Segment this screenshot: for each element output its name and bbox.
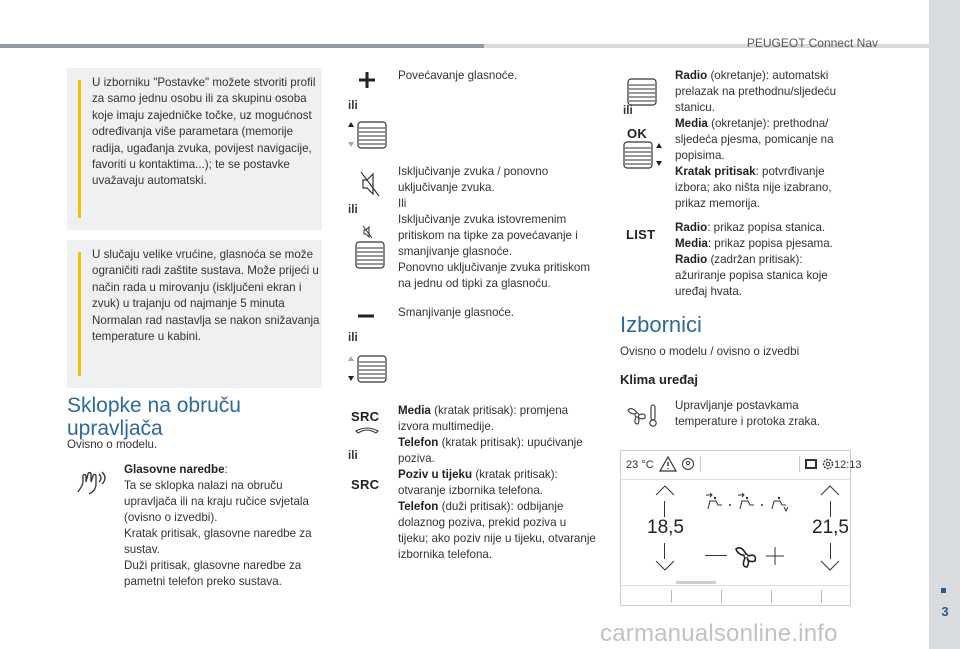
minus-icon <box>356 311 376 321</box>
menus-intro: Ovisno o modelu / ovisno o izvedbi <box>620 345 800 358</box>
header-rule <box>0 44 484 48</box>
volume-down-text: Smanjivanje glasnoće. <box>398 306 515 319</box>
note-text: U izborniku "Postavke" možete stvoriti profil za samo jednu osobu ili za skupinu osoba koje imaju zajedničke točke, uz mogućnost određivanja više parametara (memorije radija, ugađanja zvuka, povijest navigacije, favoriti u kontaktima...); te se postavke uvažavaju automatski. <box>92 76 316 188</box>
thumbwheel-up-icon <box>346 120 390 150</box>
page-number: 3 <box>941 604 949 619</box>
src-line-text: (kratak pritisak): otvaranje izbornika telefona. <box>398 468 558 497</box>
note-text: U slučaju velike vrućine, glasnoća se može ograničiti radi zaštite sustava. Može prijeći u način rada u mirovanju (isključeni ekran i zvuk) u trajanju od najmanje 5 minuta Normalan rad nastavlja se nakon snižavanja temperature u kabini. <box>92 248 320 344</box>
climate-fan-thermometer-icon <box>624 402 660 428</box>
heading-line: Sklopke na obruču <box>67 394 241 417</box>
section-heading-menus: Izbornici <box>620 312 702 337</box>
src-line-term: Poziv u tijeku <box>398 468 473 481</box>
left-temperature: 18,5 <box>647 517 684 538</box>
section-intro: Ovisno o modelu. <box>67 438 158 451</box>
warning-icon <box>659 456 677 472</box>
fan-decrease-button[interactable] <box>705 555 727 556</box>
src-line <box>398 403 598 435</box>
ok-line-text: (okretanje): automatski prelazak na prethodnu/sljedeću stanicu. <box>675 69 837 114</box>
ok-line <box>675 68 855 116</box>
header-title: PEUGEOT Connect Nav <box>746 36 878 50</box>
list-line-text: (zadržan pritisak): ažuriranje popisa stanica koje uređaj hvata. <box>675 253 828 298</box>
list-description <box>675 220 855 300</box>
page-side-band <box>929 0 960 649</box>
ok-button-label: OK <box>627 126 648 141</box>
volume-up-text: Povećavanje glasnoće. <box>398 69 518 82</box>
src-button-label: SRC <box>351 409 380 424</box>
src-button-label-alt: SRC <box>351 477 380 492</box>
tab-divider <box>771 590 772 603</box>
ok-line-term: Media <box>675 117 708 130</box>
list-line <box>675 236 855 252</box>
tick-mark <box>830 501 831 517</box>
ok-line <box>675 116 855 164</box>
ok-thumbwheel-icon <box>622 140 666 170</box>
ok-line-text: : potvrđivanje izbora; ako ništa nije izabrano, prikaz memorija. <box>675 165 832 210</box>
watermark: carmanualsonline.info <box>600 620 838 647</box>
list-line-text: : prikaz popisa stanica. <box>707 221 826 234</box>
src-line-term: Media <box>398 404 431 417</box>
status-divider <box>799 456 800 472</box>
outside-temperature: 23 °C <box>626 459 654 471</box>
src-line-text: (kratak pritisak): upućivanje poziva. <box>398 436 583 465</box>
tab-divider <box>821 590 822 603</box>
section-heading-steering <box>67 394 322 440</box>
or-label: ili <box>348 99 358 112</box>
settings-icon[interactable] <box>821 457 835 471</box>
or-label: ili <box>348 203 358 216</box>
list-line-term: Media <box>675 237 708 250</box>
list-line-text: : prikaz popisa pjesama. <box>707 237 833 250</box>
mute-text: Isključivanje zvuka / ponovno uključivanje zvuka. Ili Isključivanje zvuka istovremenim pritiskom na tipke za povećavanje i smanjivanje glasnoće. Ponovno uključivanje zvuka pritiskom na jednu od tipki za glasnoću. <box>398 165 591 290</box>
climate-description: Upravljanje postavkama temperature i protoka zraka. <box>675 399 820 428</box>
mute-thumbwheel-icon <box>352 224 392 272</box>
right-temp-down-button[interactable] <box>819 559 841 573</box>
left-temp-up-button[interactable] <box>654 483 676 497</box>
fan-increase-button[interactable] <box>765 546 785 566</box>
voice-command-title: Glasovne naredbe <box>124 463 225 476</box>
right-temperature: 21,5 <box>812 517 849 538</box>
ok-line-text: (okretanje): prethodna/ sljedeća pjesma, pomicanje na popisima. <box>675 117 834 162</box>
plus-icon <box>357 70 377 90</box>
info-note-heat <box>67 240 322 388</box>
note-accent-bar <box>78 252 81 376</box>
status-divider <box>700 456 701 472</box>
voice-command-icon <box>74 470 108 496</box>
info-note-profiles <box>67 68 322 230</box>
ok-description <box>675 68 855 212</box>
list-line-term: Radio <box>675 221 708 234</box>
mute-icon <box>360 170 380 198</box>
left-temp-down-button[interactable] <box>654 559 676 573</box>
screen-mirror-icon[interactable] <box>804 458 818 471</box>
tick-mark <box>830 543 831 559</box>
tab-divider <box>671 590 672 603</box>
src-line-text: (kratak pritisak): promjena izvora multimedije. <box>398 404 569 433</box>
screen-tab-bar <box>621 585 850 606</box>
phone-icon <box>354 424 380 434</box>
src-line-text: (duži pritisak): odbijanje dolaznog poziva, prekid poziva u tijeku; ako poziv nije u tijeku, otvaranje izbornika telefona. <box>398 500 596 561</box>
heading-line: upravljača <box>67 417 163 440</box>
src-line <box>398 435 598 467</box>
src-line <box>398 467 598 499</box>
right-temp-up-button[interactable] <box>819 483 841 497</box>
or-label: ili <box>348 331 358 344</box>
ok-line-term: Kratak pritisak <box>675 165 756 178</box>
clock: 12:13 <box>834 459 862 471</box>
tick-mark <box>664 501 665 517</box>
list-line <box>675 252 855 300</box>
note-accent-bar <box>78 80 81 218</box>
air-distribution-icons[interactable] <box>704 491 796 513</box>
climate-heading: Klima uređaj <box>620 372 699 387</box>
tab-divider <box>721 590 722 603</box>
voice-command-description <box>124 462 320 590</box>
thumbwheel-down-icon <box>346 354 390 384</box>
climate-screen <box>620 450 862 606</box>
list-line-term: Radio <box>675 253 708 266</box>
src-line-term: Telefon <box>398 500 439 513</box>
tick-mark <box>664 543 665 559</box>
screen-status-bar <box>621 451 862 480</box>
or-label: ili <box>348 449 358 462</box>
list-line <box>675 220 855 236</box>
active-tab-indicator <box>676 581 716 584</box>
voice-command-text: Ta se sklopka nalazi na obruču upravljača ili na kraju ručice svjetala (ovisno o izvedbi). Kratak pritisak, glasovne naredbe za sustav. Duži pritisak, glasovne naredbe za pametni telefon preko sustava. <box>124 479 312 588</box>
location-icon <box>681 457 695 471</box>
or-label: ili <box>623 104 633 117</box>
voice-command-colon: : <box>224 463 228 476</box>
src-line <box>398 499 598 563</box>
src-line-term: Telefon <box>398 436 439 449</box>
list-button-label: LIST <box>626 227 656 242</box>
fan-icon[interactable] <box>733 543 759 569</box>
page-marker <box>941 588 946 593</box>
src-description <box>398 403 598 563</box>
ok-line-term: Radio <box>675 69 708 82</box>
thumbwheel-icon <box>626 77 660 107</box>
ok-line <box>675 164 855 212</box>
